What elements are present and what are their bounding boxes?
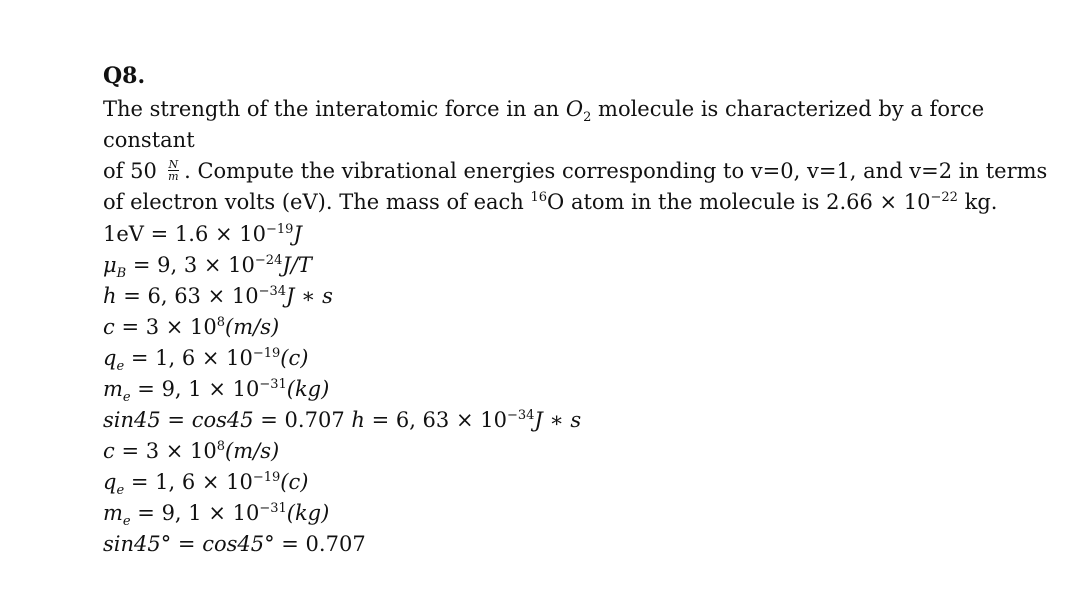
constant-line [103, 374, 1063, 405]
eq-lhs: c [103, 439, 115, 463]
eq-unit: (c) [280, 470, 309, 494]
eq-lhs: sin45 [103, 408, 161, 432]
constant-line [103, 219, 1063, 250]
constant-line [103, 281, 1063, 312]
eq-rhs: = 9, 3 × 10 [126, 253, 255, 277]
problem-page [103, 62, 1063, 560]
eq-rhs: = 9, 1 × 10 [130, 377, 260, 401]
molecule-subscript: 2 [583, 110, 592, 126]
mass-exponent: −22 [930, 190, 958, 205]
eq-exponent: −19 [252, 346, 281, 361]
constant-line [103, 498, 1063, 529]
eq-rhs: = 9, 1 × 10 [130, 501, 260, 525]
question-number: Q8. [103, 63, 146, 89]
eq-lhs: m [103, 501, 123, 525]
constant-line [103, 467, 1063, 498]
question-text-part: kg. [957, 190, 998, 214]
constant-line [103, 529, 1063, 560]
eq-unit: J ∗ s [534, 408, 582, 432]
question-text-part: O atom in the molecule is 2.66 × 10 [547, 190, 931, 214]
question-text-part: The strength of the interatomic force in an [103, 97, 566, 121]
question-text-part: molecule is characterized by a force constant [103, 97, 985, 152]
eq-exponent: −34 [506, 408, 535, 423]
eq-lhs: q [103, 470, 117, 494]
eq-rhs: = [160, 408, 192, 432]
eq-rhs: = 1, 6 × 10 [124, 346, 253, 370]
constant-line [103, 436, 1063, 467]
eq-lhs-sub: e [122, 390, 131, 406]
eq-rhs: = [171, 532, 203, 556]
eq-unit: (kg) [286, 501, 330, 525]
constants-list [103, 219, 1063, 560]
eq-rhs: = 1, 6 × 10 [124, 470, 253, 494]
eq-mid: cos45° [202, 532, 275, 556]
eq-unit: J ∗ s [286, 284, 333, 308]
molecule-symbol: O [565, 97, 584, 121]
eq-exponent: −24 [254, 253, 283, 268]
eq-rhs2: = 0.707 [274, 532, 366, 556]
isotope-superscript: 16 [530, 190, 548, 205]
eq-lhs: c [103, 315, 115, 339]
eq-exponent: −31 [259, 501, 287, 516]
eq-unit: (m/s) [225, 315, 280, 339]
eq-lhs: sin45° [103, 532, 172, 556]
eq-exponent: −31 [259, 377, 287, 392]
eq-lhs: μ [103, 253, 117, 277]
question-text-part: . Compute the vibrational energies corresponding to v=0, v=1, and v=2 in terms [184, 159, 1048, 183]
eq-exponent: −34 [258, 284, 287, 299]
eq-lhs-sub: B [116, 266, 127, 282]
fraction-numerator: N [168, 158, 179, 171]
eq-exponent: −19 [266, 222, 294, 237]
eq-exponent: −19 [252, 470, 281, 485]
eq-lhs: h [103, 284, 117, 308]
eq-lhs-sub: e [116, 483, 125, 499]
eq-unit: J [293, 222, 302, 246]
eq-rhs: = 3 × 10 [114, 439, 217, 463]
eq-lhs: q [103, 346, 117, 370]
constant-line [103, 250, 1063, 281]
eq-rhs: = 1.6 × 10 [150, 222, 266, 246]
eq-unit: (kg) [286, 377, 330, 401]
constant-line [103, 405, 1063, 436]
eq-rhs: = 3 × 10 [114, 315, 217, 339]
question-text-part: of 50 [103, 159, 164, 183]
question-text [103, 94, 1063, 218]
eq-unit: (c) [280, 346, 309, 370]
force-constant-unit-fraction [168, 159, 180, 182]
fraction-denominator: m [168, 170, 179, 183]
eq-lhs: 1eV [103, 222, 144, 246]
eq-lhs: m [103, 377, 123, 401]
eq-lhs-sub: e [122, 514, 131, 530]
eq-rhs: = 6, 63 × 10 [116, 284, 259, 308]
eq-rhs2: = 0.707 [253, 408, 352, 432]
eq-lhs-sub: e [116, 359, 125, 375]
eq-lhs2: h [351, 408, 365, 432]
eq-rhs3: = 6, 63 × 10 [364, 408, 507, 432]
constant-line [103, 312, 1063, 343]
eq-unit: (m/s) [225, 439, 280, 463]
question-text-part: of electron volts (eV). The mass of each [103, 190, 531, 214]
eq-exponent: 8 [216, 315, 226, 330]
eq-unit: J/T [282, 253, 312, 277]
eq-exponent: 8 [216, 439, 226, 454]
eq-mid: cos45 [191, 408, 254, 432]
constant-line [103, 343, 1063, 374]
